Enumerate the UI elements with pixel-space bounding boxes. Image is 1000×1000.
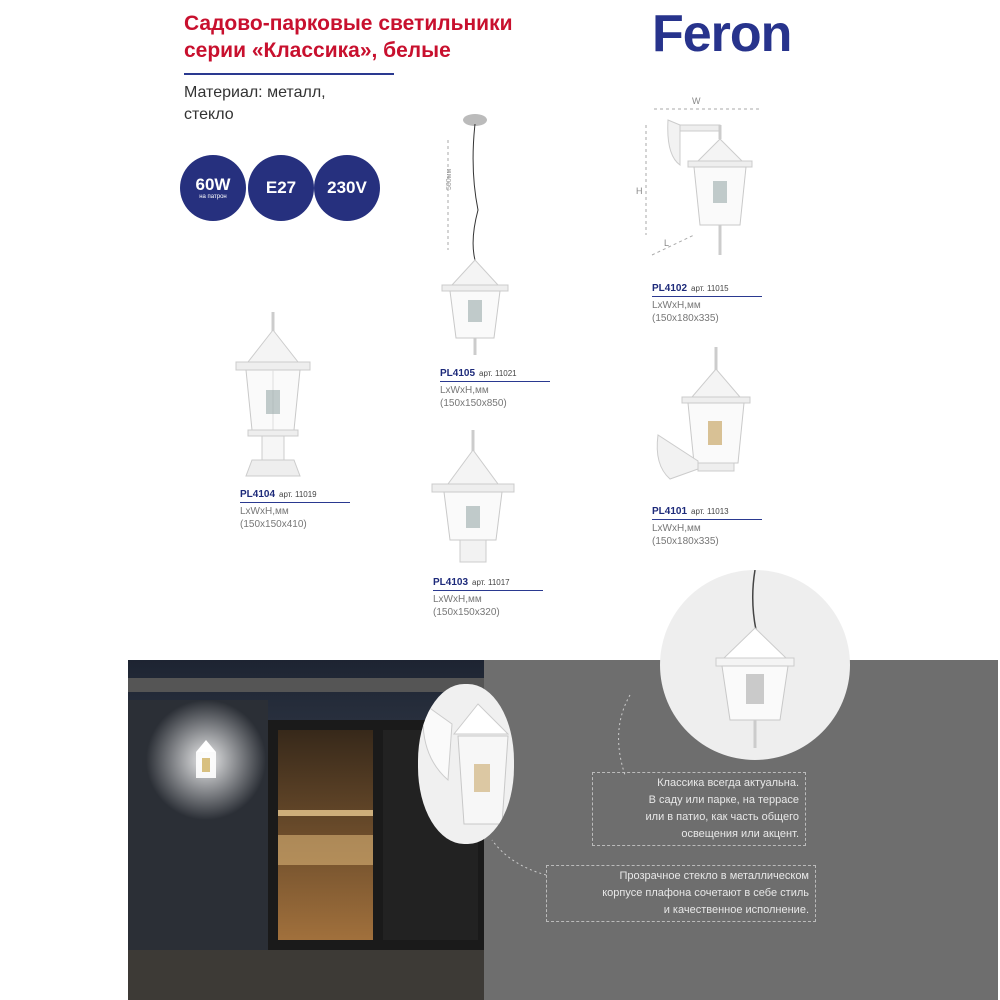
- pl4101-rule: [652, 519, 762, 520]
- product-pl4102: [652, 282, 762, 325]
- length-mark: L: [664, 238, 670, 248]
- material-line-1: Материал: металл,: [184, 84, 326, 101]
- product-pl4101: [652, 505, 762, 548]
- pl4103-lamp-image: [428, 428, 518, 568]
- pl4101-art: арт. 11013: [691, 507, 729, 516]
- title-line-2: серии «Классика», белые: [184, 39, 451, 62]
- pl4101-code: PL4101: [652, 506, 688, 517]
- material-text: [184, 82, 434, 126]
- title-line-1: Садово-парковые светильники: [184, 12, 513, 35]
- pl4105-lamp-image: [430, 110, 530, 360]
- page-title: [184, 10, 604, 64]
- pl4103-code: PL4103: [433, 577, 469, 588]
- callout-leader-lines: [480, 690, 700, 900]
- pl4104-lamp-image: [228, 310, 318, 480]
- pl4103-art: арт. 11017: [472, 578, 510, 587]
- badge-power: [180, 155, 246, 221]
- pl4105-code: PL4105: [440, 368, 476, 379]
- callout-glass-line-1: Прозрачное стекло в металлическом: [619, 870, 809, 882]
- badge-voltage-value: 230V: [327, 178, 367, 197]
- pl4102-art: арт. 11015: [691, 284, 729, 293]
- callout-glass-line-3: и качественное исполнение.: [663, 904, 809, 916]
- badge-power-value: 60W: [195, 174, 231, 194]
- pl4102-rule: [652, 296, 762, 297]
- pl4104-dim-label: LxWxH,мм: [240, 506, 289, 517]
- badge-voltage: [314, 155, 380, 221]
- callout-classic-line-4: освещения или акцент.: [681, 828, 799, 840]
- pl4103-dims: (150x150x320): [433, 607, 500, 618]
- pl4102-dims: (150x180x335): [652, 313, 719, 324]
- pl4101-dims: (150x180x335): [652, 536, 719, 547]
- pl4105-dim-label: LxWxH,мм: [440, 385, 489, 396]
- callout-classic-line-2: В саду или парке, на террасе: [648, 794, 799, 806]
- callout-classic-line-1: Классика всегда актуальна.: [657, 777, 799, 789]
- pl4104-art: арт. 11019: [279, 490, 317, 499]
- pl4102-code: PL4102: [652, 283, 688, 294]
- height-mark: H: [636, 186, 643, 196]
- product-pl4103: [433, 576, 543, 619]
- width-mark: W: [692, 96, 701, 106]
- badge-socket: [248, 155, 314, 221]
- pl4104-dims: (150x150x410): [240, 519, 307, 530]
- pl4105-art: арт. 11021: [479, 369, 517, 378]
- badge-power-sub: на патрон: [199, 193, 227, 200]
- material-line-2: стекло: [184, 106, 234, 123]
- title-divider: [184, 73, 394, 75]
- pl4103-rule: [433, 590, 543, 591]
- feron-logo: Feron: [652, 5, 792, 63]
- pl4102-lamp-image: [640, 95, 770, 275]
- product-pl4105: [440, 367, 550, 410]
- callout-glass-line-2: корпусе плафона сочетают в себе стиль: [602, 887, 809, 899]
- callout-classic-line-3: или в патио, как часть общего: [645, 811, 799, 823]
- pl4105-dims: (150x150x850): [440, 398, 507, 409]
- pl4102-dim-label: LxWxH,мм: [652, 300, 701, 311]
- badge-socket-value: E27: [265, 178, 297, 197]
- pl4104-code: PL4104: [240, 489, 276, 500]
- pl4103-dim-label: LxWxH,мм: [433, 594, 482, 605]
- pl4101-lamp-image: [650, 345, 760, 500]
- pl4104-rule: [240, 502, 350, 503]
- pl4101-dim-label: LxWxH,мм: [652, 523, 701, 534]
- pl4105-rule: [440, 381, 550, 382]
- product-pl4104: [240, 488, 350, 531]
- chain-length-mark: 500мм: [446, 168, 453, 190]
